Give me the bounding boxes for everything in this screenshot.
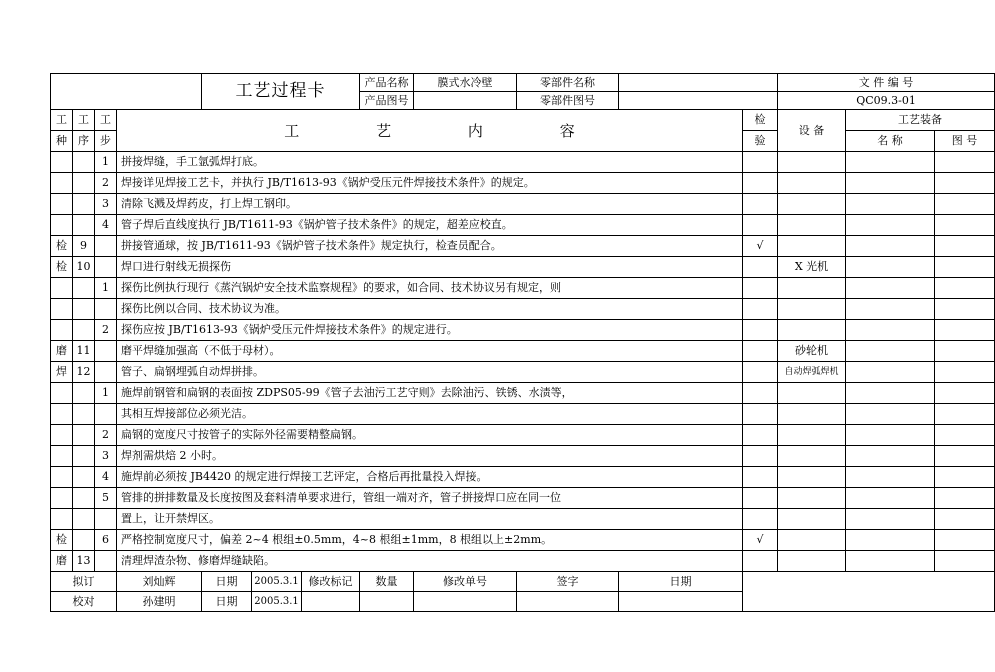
drafted-name: 刘灿辉 [117,572,202,592]
row-proc [73,425,95,446]
part-name-value [619,74,778,92]
part-name-label: 零部件名称 [517,74,619,92]
checked-date-label: 日期 [202,592,252,612]
row-equipment: 自动焊弧焊机 [778,362,846,383]
row-inspect [743,320,778,341]
row-equipment [778,404,846,425]
row-step: 3 [95,446,117,467]
col-step-bottom: 步 [95,131,117,152]
row-equipment [778,278,846,299]
row-proc [73,446,95,467]
row-step: 1 [95,383,117,404]
row-inspect [743,362,778,383]
quantity-header: 数量 [360,572,414,592]
row-inspect [743,509,778,530]
row-inspect [743,488,778,509]
row-step: 4 [95,215,117,236]
row-inspect [743,341,778,362]
row-proc [73,530,95,551]
checked-name: 孙建明 [117,592,202,612]
content-header-char-1: 工 [284,121,300,140]
row-step: 1 [95,152,117,173]
product-name-label: 产品名称 [360,74,414,92]
row-content: 施焊前必须按 JB4420 的规定进行焊接工艺评定，合格后再批量投入焊接。 [117,467,743,488]
row-equipment [778,299,846,320]
row-step [95,236,117,257]
row-type [51,299,73,320]
row-proc [73,152,95,173]
col-inspect-bottom: 验 [743,131,778,152]
table-row [51,383,995,404]
row-type [51,173,73,194]
table-row [51,530,995,551]
col-tool-name: 名 称 [846,131,935,152]
product-drawing-label: 产品图号 [360,92,414,110]
table-row [51,257,995,278]
row-content: 拼接管通球，按 JB/T1611-93《锅炉管子技术条件》规定执行，检查员配合。 [117,236,743,257]
row-content: 焊接详见焊接工艺卡，并执行 JB/T1613-93《锅炉受压元件焊接技术条件》的规定。 [117,173,743,194]
table-row [51,362,995,383]
content-header-char-4: 容 [559,121,575,140]
row-step: 2 [95,173,117,194]
table-row [51,446,995,467]
row-content: 清理焊渣杂物、修磨焊缝缺陷。 [117,551,743,572]
row-inspect [743,404,778,425]
row-inspect [743,152,778,173]
process-card-table [50,73,995,612]
process-card-form [50,73,978,612]
table-row [51,467,995,488]
row-equipment [778,383,846,404]
part-drawing-label: 零部件图号 [517,92,619,110]
row-equipment [778,509,846,530]
row-content: 探伤应按 JB/T1613-93《锅炉受压元件焊接技术条件》的规定进行。 [117,320,743,341]
table-row [51,215,995,236]
drafted-date: 2005.3.1 [252,572,302,592]
row-proc: 10 [73,257,95,278]
row-content: 清除飞溅及焊药皮，打上焊工钢印。 [117,194,743,215]
row-step: 5 [95,488,117,509]
revision-no-header: 修改单号 [414,572,517,592]
col-tool-drawing: 图 号 [935,131,995,152]
table-row [51,551,995,572]
row-equipment: X 光机 [778,257,846,278]
row-proc [73,299,95,320]
table-row [51,320,995,341]
row-content: 焊剂需烘焙 2 小时。 [117,446,743,467]
col-proc-top: 工 [73,110,95,131]
row-step [95,257,117,278]
row-content: 焊口进行射线无损探伤 [117,257,743,278]
table-row [51,425,995,446]
row-type [51,278,73,299]
row-inspect [743,383,778,404]
row-type [51,320,73,341]
row-proc [73,194,95,215]
row-type [51,446,73,467]
row-step [95,404,117,425]
row-step: 3 [95,194,117,215]
doc-no-label: 文 件 编 号 [778,74,995,92]
table-row [51,509,995,530]
row-step [95,299,117,320]
row-step: 2 [95,320,117,341]
row-proc [73,404,95,425]
drafted-label: 拟订 [51,572,117,592]
row-content: 管子、扁钢埋弧自动焊拼排。 [117,362,743,383]
product-name-value: 膜式水冷壁 [414,74,517,92]
row-step [95,509,117,530]
checked-label: 校对 [51,592,117,612]
row-equipment [778,530,846,551]
row-equipment [778,551,846,572]
checked-date: 2005.3.1 [252,592,302,612]
drafted-date-label: 日期 [202,572,252,592]
row-equipment [778,488,846,509]
row-inspect [743,551,778,572]
content-header-char-2: 艺 [376,121,392,140]
table-row [51,341,995,362]
row-proc [73,383,95,404]
row-equipment [778,425,846,446]
row-inspect [743,173,778,194]
revision-no-cell [414,592,517,612]
row-inspect: √ [743,530,778,551]
row-equipment [778,194,846,215]
row-step: 2 [95,425,117,446]
col-inspect-top: 检 [743,110,778,131]
row-content: 探伤比例以合同、技术协议为准。 [117,299,743,320]
row-content: 磨平焊缝加强高（不低于母材）。 [117,341,743,362]
header-blank [51,74,202,110]
row-content: 管子焊后直线度执行 JB/T1611-93《锅炉管子技术条件》的规定，超差应校直。 [117,215,743,236]
row-proc: 12 [73,362,95,383]
content-header-char-3: 内 [467,121,483,140]
row-type: 磨 [51,551,73,572]
row-type [51,215,73,236]
row-inspect [743,278,778,299]
row-content: 施焊前钢管和扁钢的表面按 ZDPS05-99《管子去油污工艺守则》去除油污、铁锈、水渍等， [117,383,743,404]
row-step: 4 [95,467,117,488]
row-content: 严格控制宽度尺寸，偏差 2~4 根组±0.5mm，4~8 根组±1mm，8 根组以上±2mm。 [117,530,743,551]
row-proc [73,173,95,194]
row-type [51,467,73,488]
row-type: 磨 [51,341,73,362]
row-content: 管排的拼排数量及长度按图及套料清单要求进行，管组一端对齐，管子拼接焊口应在同一位 [117,488,743,509]
table-row [51,152,995,173]
row-type [51,425,73,446]
row-equipment [778,236,846,257]
col-type-top: 工 [51,110,73,131]
row-proc [73,278,95,299]
table-row [51,278,995,299]
row-equipment [778,446,846,467]
revision-mark-header: 修改标记 [302,572,360,592]
row-inspect: √ [743,236,778,257]
col-type-bottom: 种 [51,131,73,152]
row-proc [73,509,95,530]
table-row [51,404,995,425]
row-content: 其相互焊接部位必须光洁。 [117,404,743,425]
row-proc: 9 [73,236,95,257]
part-drawing-value [619,92,778,110]
table-row [51,173,995,194]
date-header: 日期 [619,572,743,592]
row-type [51,152,73,173]
row-type [51,404,73,425]
row-step [95,551,117,572]
row-proc: 13 [73,551,95,572]
table-row [51,236,995,257]
row-type [51,194,73,215]
signature-header: 签字 [517,572,619,592]
table-row [51,488,995,509]
row-equipment [778,173,846,194]
row-step: 1 [95,278,117,299]
row-type: 检 [51,530,73,551]
row-type: 焊 [51,362,73,383]
row-content: 探伤比例执行现行《蒸汽锅炉安全技术监察规程》的要求，如合同、技术协议另有规定，则 [117,278,743,299]
row-content: 置上，让开禁焊区。 [117,509,743,530]
row-proc [73,488,95,509]
col-equipment: 设 备 [778,110,846,152]
row-type: 检 [51,257,73,278]
row-proc [73,467,95,488]
row-inspect [743,299,778,320]
col-content-header [117,110,743,152]
row-equipment: 砂轮机 [778,341,846,362]
footer-blank [743,572,995,612]
row-inspect [743,467,778,488]
row-inspect [743,215,778,236]
card-title: 工艺过程卡 [202,74,360,110]
row-equipment [778,320,846,341]
row-inspect [743,257,778,278]
row-type: 检 [51,236,73,257]
row-equipment [778,215,846,236]
row-step [95,341,117,362]
row-type [51,509,73,530]
row-equipment [778,467,846,488]
row-inspect [743,194,778,215]
row-type [51,488,73,509]
revision-mark-cell [302,592,360,612]
table-row [51,299,995,320]
row-step: 6 [95,530,117,551]
signature-cell [517,592,619,612]
doc-no-value: QC09.3-01 [778,92,995,110]
col-proc-bottom: 序 [73,131,95,152]
row-step [95,362,117,383]
row-content: 拼接焊缝，手工氩弧焊打底。 [117,152,743,173]
row-proc [73,215,95,236]
row-proc: 11 [73,341,95,362]
row-type [51,383,73,404]
col-step-top: 工 [95,110,117,131]
table-row [51,194,995,215]
product-drawing-value [414,92,517,110]
row-proc [73,320,95,341]
row-inspect [743,446,778,467]
quantity-cell [360,592,414,612]
col-tooling: 工艺装备 [846,110,995,131]
row-content: 扁钢的宽度尺寸按管子的实际外径需要精整扁钢。 [117,425,743,446]
row-inspect [743,425,778,446]
row-equipment [778,152,846,173]
date-cell [619,592,743,612]
